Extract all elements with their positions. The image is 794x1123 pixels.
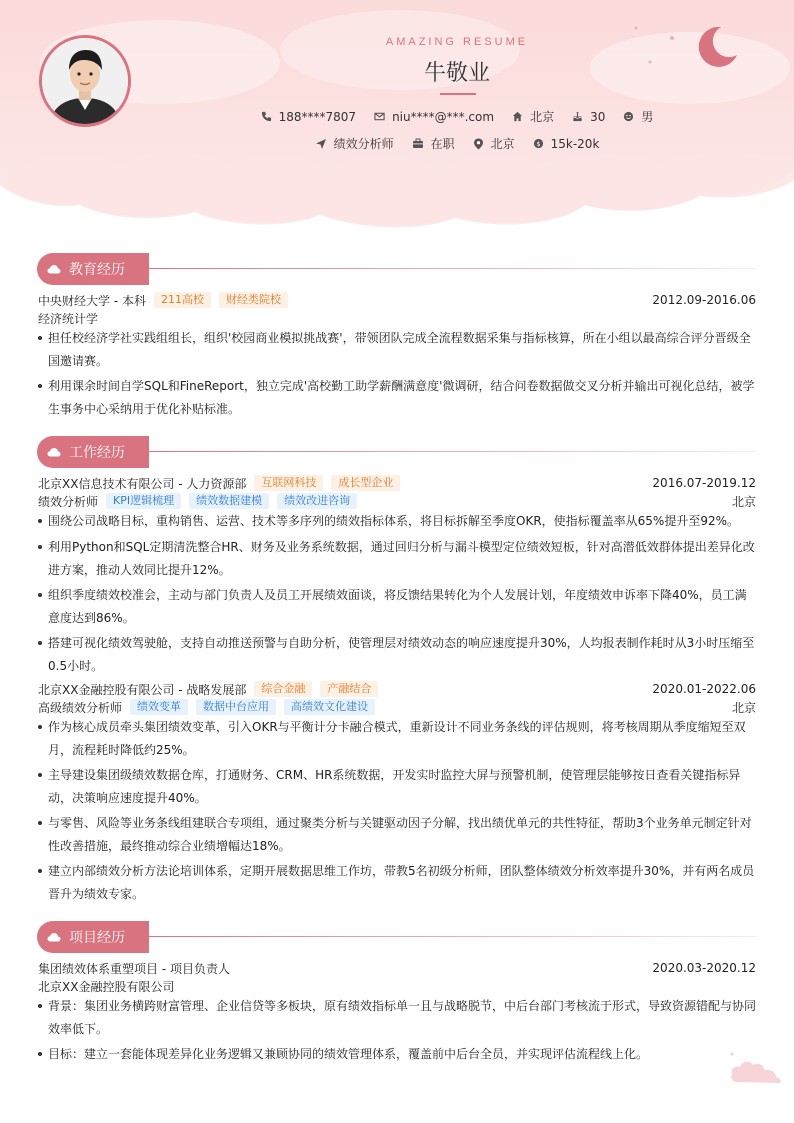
project-name-row — [38, 959, 756, 977]
education-section-title: 教育经历 — [69, 262, 125, 278]
company-tag: 成长型企业 — [331, 475, 400, 491]
project-name: 集团绩效体系重塑项目 - 项目负责人 — [38, 961, 230, 976]
resume-header — [0, 0, 794, 232]
section-divider — [149, 268, 757, 269]
job-company-row — [38, 474, 756, 492]
job-bullet: 搭建可视化绩效驾驶舱，支持自动推送预警与自助分析，使管理层对绩效动态的响应速度提升30%，人均报表制作耗时从3小时压缩至0.5小时。 — [38, 632, 756, 677]
position-info — [315, 135, 394, 152]
cake-icon — [572, 111, 583, 122]
home-info — [512, 108, 554, 125]
skill-tag: 绩效改进咨询 — [277, 493, 357, 509]
job-bullet: 组织季度绩效校准会，主动与部门负责人及员工开展绩效面谈，将反馈结果转化为个人发展计划，年度绩效申诉率下降40%，员工满意度达到86%。 — [38, 584, 756, 629]
project-date: 2020.03-2020.12 — [652, 961, 756, 975]
project-section-title: 项目经历 — [69, 930, 125, 946]
gender-text: 男 — [641, 110, 654, 124]
job-bullet: 主导建设集团级绩效数据仓库，打通财务、CRM、HR系统数据，开发实时监控大屏与预警机制，使管理层能够按日查看关键指标异动，决策响应速度提升40%。 — [38, 764, 756, 809]
project-section-pill — [37, 921, 147, 953]
city-text: 北京 — [490, 137, 515, 151]
company-name: 北京XX金融控股有限公司 - 战略发展部 — [38, 682, 247, 697]
company-tag: 综合金融 — [254, 681, 312, 697]
gender-info — [623, 108, 653, 125]
skill-tag: KPI逻辑梳理 — [106, 493, 181, 509]
education-date: 2012.09-2016.06 — [652, 293, 756, 307]
phone-info — [261, 110, 356, 124]
section-divider — [149, 451, 757, 452]
school-tag: 财经类院校 — [219, 292, 288, 308]
school-tag: 211高校 — [154, 292, 211, 308]
skill-tag: 绩效数据建模 — [189, 493, 269, 509]
project-section-header — [37, 921, 757, 953]
smile-icon — [623, 111, 634, 122]
job-role: 高级绩效分析师 — [38, 700, 123, 715]
home-text: 北京 — [530, 110, 555, 124]
candidate-name: 牛敬业 — [423, 61, 490, 86]
job-intent-row — [0, 135, 794, 152]
mail-icon — [374, 111, 385, 122]
job-bullet: 利用Python和SQL定期清洗整合HR、财务及业务系统数据，通过回归分析与漏斗模型定位绩效短板，针对高潜低效群体提出差异化改进方案，推动人效同比提升12%。 — [38, 536, 756, 581]
job-bullet: 与零售、风险等业务条线组建联合专项组，通过聚类分析与关键驱动因子分解，找出绩优单元的共性特征，帮助3个业务单元制定针对性改善措施，最终推动综合业绩增幅达18%。 — [38, 812, 756, 857]
job-date: 2020.01-2022.06 — [652, 682, 756, 696]
job-bullet: 建立内部绩效分析方法论培训体系，定期开展数据思维工作坊，带教5名初级分析师，团队整体绩效分析效率提升30%，并有两名成员晋升为绩效专家。 — [38, 860, 756, 905]
age-info — [572, 110, 605, 124]
salary-text: 15k-20k — [550, 136, 600, 151]
cloud-icon — [47, 447, 61, 457]
briefcase-icon — [412, 138, 424, 149]
skill-tag: 数据中台应用 — [196, 699, 276, 715]
phone-text: 188****7807 — [278, 109, 357, 124]
education-section-pill — [37, 253, 147, 285]
decorative-cloud-icon — [724, 1050, 786, 1086]
project-bullet: 背景：集团业务横跨财富管理、企业信贷等多板块，原有绩效指标单一且与战略脱节，中后台部门考核流于形式，导致资源错配与协同效率低下。 — [38, 995, 756, 1040]
education-section-header — [37, 253, 757, 285]
section-divider — [149, 936, 757, 937]
location-icon — [473, 138, 484, 150]
send-icon — [315, 138, 327, 150]
cloud-icon — [47, 264, 61, 274]
cloud-icon — [47, 932, 61, 942]
project-bullet: 目标：建立一套能体现差异化业务逻辑又兼顾协同的绩效管理体系，覆盖前中后台全员，并实现评估流程线上化。 — [38, 1043, 756, 1066]
age-text: 30 — [590, 109, 606, 124]
position-text: 绩效分析师 — [333, 137, 394, 151]
home-icon — [512, 111, 523, 122]
project-org-row — [38, 977, 756, 995]
company-tag: 互联网科技 — [254, 475, 323, 491]
status-text: 在职 — [430, 137, 455, 151]
status-info — [412, 135, 455, 152]
job-company-row — [38, 680, 756, 698]
job-role: 绩效分析师 — [38, 494, 99, 509]
job-city: 北京 — [731, 494, 756, 509]
project-org: 北京XX金融控股有限公司 — [38, 979, 175, 994]
email-info — [374, 110, 494, 124]
job-date: 2016.07-2019.12 — [652, 476, 756, 490]
school-name: 中央财经大学 - 本科 — [38, 293, 146, 308]
skill-tag: 绩效变革 — [130, 699, 188, 715]
education-bullet: 利用课余时间自学SQL和FineReport，独立完成'高校勤工助学薪酬满意度'微调研，结合问卷数据做交叉分析并输出可视化总结，被学生事务中心采纳用于优化补贴标准。 — [38, 375, 756, 420]
job-role-row — [38, 698, 756, 716]
job-bullet: 围绕公司战略目标，重构销售、运营、技术等多序列的绩效指标体系，将目标拆解至季度OKR，使指标覆盖率从65%提升至92%。 — [38, 510, 756, 533]
work-section-pill — [37, 436, 147, 468]
svg-text:$: $ — [536, 139, 541, 148]
company-tag: 产融结合 — [320, 681, 378, 697]
work-section-title: 工作经历 — [69, 445, 125, 461]
job-city: 北京 — [731, 700, 756, 715]
contact-row — [0, 108, 794, 125]
job-role-row — [38, 492, 756, 510]
skill-tag: 高绩效文化建设 — [284, 699, 375, 715]
major-name: 经济统计学 — [38, 311, 99, 326]
education-bullet: 担任校经济学社实践组组长，组织'校园商业模拟挑战赛'，带领团队完成全流程数据采集与指标核算，所在小组以最高综合评分晋级全国邀请赛。 — [38, 327, 756, 372]
resume-tagline: AMAZING RESUME — [385, 36, 529, 48]
job-bullet: 作为核心成员牵头集团绩效变革，引入OKR与平衡计分卡融合模式，重新设计不同业务条线的评估规则，将考核周期从季度缩短至双月，流程耗时降低约25%。 — [38, 716, 756, 761]
phone-icon — [261, 111, 272, 122]
company-name: 北京XX信息技术有限公司 - 人力资源部 — [38, 476, 247, 491]
salary-info — [533, 137, 600, 151]
email-text: niu****@***.com — [392, 109, 495, 124]
city-info — [473, 135, 515, 152]
money-icon — [533, 138, 544, 149]
name-underline — [440, 93, 476, 95]
education-school-row — [38, 291, 756, 309]
education-major-row — [38, 309, 756, 327]
work-section-header — [37, 436, 757, 468]
